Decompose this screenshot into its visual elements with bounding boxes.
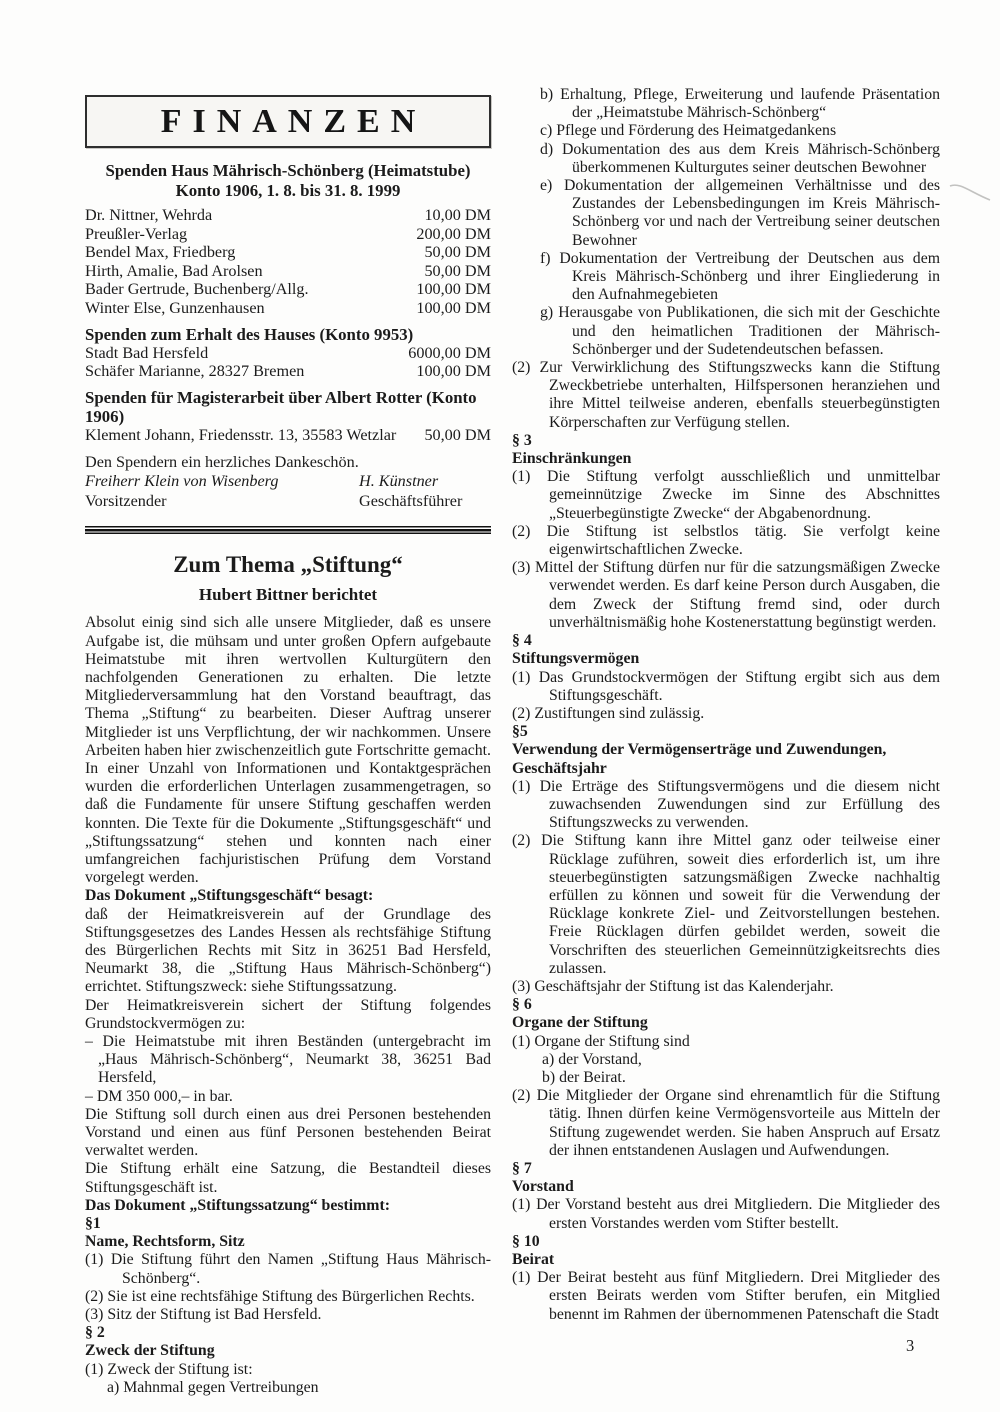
donation-row [85, 280, 491, 299]
article-text-block: (3) Geschäftsjahr der Stiftung ist das Kalenderjahr. [512, 977, 834, 995]
signature-name-manager: H. Künstner [359, 472, 439, 491]
donor-name: Stadt Bad Hersfeld [85, 343, 209, 362]
donation-amount: 100,00 DM [416, 280, 491, 299]
article-text-block: Vorstand [512, 1178, 574, 1196]
article-text-block: Beirat [512, 1251, 555, 1268]
right-column [512, 86, 940, 1324]
article-text-block: (2) Zur Verwirklichung des Stiftungszwecks kann die Stiftung Zweckbetriebe unterhalten, Hilfspersonen heranziehen und ihre Mittel teilweise anderen, ebenfalls steuerbegünstigten Körperschaften zur Verfügung stellen. [512, 359, 940, 431]
article-text-block: § 6 [512, 996, 532, 1014]
donor-name: Hirth, Amalie, Bad Arolsen [85, 261, 263, 280]
article-text-block: (2) Sie ist eine rechtsfähige Stiftung des Bürgerlichen Rechts. [85, 1287, 475, 1305]
article-text-block: daß der Heimatkreisverein auf der Grundlage des Stiftungsgesetzes des Landes Hessen als rechtsfähige Stiftung des Bürgerlichen Rechts mit Sitz in 36251 Bad Hersfeld, Neumarkt 38, die „Stiftung Haus Mährisch-Schönberg“) errichtet. Stiftungszweck: siehe Stiftungssatzung. [85, 905, 491, 996]
article-text-block: a) der Vorstand, [542, 1050, 642, 1068]
donation-amount: 6000,00 DM [408, 343, 491, 362]
signature-name-chairman: Freiherr Klein von Wisenberg [85, 472, 279, 491]
article-text-block: § 7 [512, 1159, 532, 1177]
donor-name: Klement Johann, Friedensstr. 13, 35583 Wetzlar [85, 425, 397, 444]
donor-name: Dr. Nittner, Wehrda [85, 206, 213, 224]
donation-row [85, 426, 491, 445]
donation-row [85, 362, 491, 381]
donation-list-erhalt [85, 344, 491, 381]
article-text-block: Die Stiftung erhält eine Satzung, die Bestandteil dieses Stiftungsgeschäft ist. [85, 1160, 491, 1196]
article-text-block: (2) Die Stiftung ist selbstlos tätig. Sie verfolgt keine eigenwirtschaftlichen Zwecke. [512, 522, 940, 559]
donation-amount: 50,00 DM [424, 261, 491, 280]
left-column [85, 95, 491, 1397]
article-text-block: Das Dokument „Stiftungssatzung“ bestimmt: [85, 1196, 390, 1214]
article-title: Zum Thema „Stiftung“ [173, 552, 403, 578]
article-text-block: § 2 [85, 1324, 105, 1342]
article-text-block: §1 [85, 1215, 101, 1233]
article-text-block: b) der Beirat. [542, 1068, 626, 1086]
signature-names-row [85, 472, 491, 492]
article-body-left [85, 614, 491, 1397]
magister-section-title: Spenden für Magisterarbeit über Albert Rotter (Konto 1906) [85, 387, 477, 426]
article-text-block: b) Erhaltung, Pflege, Erweiterung und laufende Präsentation der „Heimatstube Mährisch-Schönberg“ [540, 86, 940, 122]
article-text-block: Die Stiftung soll durch einen aus drei Personen bestehenden Vorstand und einen aus fünf Personen bestehenden Beirat verwaltet werden. [85, 1105, 491, 1160]
donor-name: Bader Gertrude, Buchenberg/Allg. [85, 280, 309, 299]
finanzen-header-box [85, 95, 491, 148]
donation-section-title-line1: Spenden Haus Mährisch-Schönberg (Heimatstube) [105, 161, 471, 180]
article-text-block: (1) Der Beirat besteht aus fünf Mitgliedern. Drei Mitglieder des ersten Beirats werden vom Stifter berufen, ein Mitglied benennt im Rahmen der übernommenen Patenschaft die Stadt [512, 1269, 940, 1323]
article-text-block: § 4 [512, 632, 532, 650]
donation-row [85, 243, 491, 262]
article-text-block: (1) Das Grundstockvermögen der Stiftung ergibt sich aus dem Stiftungsgeschäft. [512, 668, 940, 704]
article-text-block: d) Dokumentation des aus dem Kreis Mährisch-Schönberg überkommenen Kulturgutes seiner deutschen Bewohner [540, 140, 940, 176]
article-text-block: (1) Die Stiftung verfolgt ausschließlich und unmittelbar gemeinnützige Zwecke im Sinne des Abschnittes „Steuerbegünstigte Zwecke“ der Abgabenordnung. [512, 468, 940, 522]
article-text-block: (1) Die Erträge des Stiftungsvermögens und die diesem nicht zuwachsenden Zuwendungen sind zur Erfüllung des Stiftungszwecks zu verwenden. [512, 777, 940, 832]
article-text-block: Zweck der Stiftung [85, 1342, 215, 1360]
article-text-block: (3) Mittel der Stiftung dürfen nur für die satzungsmäßigen Zwecke verwendet werden. Es darf keine Person durch Ausgaben, die dem Zweck der Stiftung fremd sind, oder durch unverhältnismäßig hohe Kostenerstattung begünstigt werden. [512, 559, 940, 631]
article-text-block: (1) Der Vorstand besteht aus drei Mitgliedern. Die Mitglieder des ersten Vorstandes werden vom Stifter bestellt. [512, 1196, 940, 1232]
article-text-block: Stiftungsvermögen [512, 650, 640, 668]
section-divider-rule [85, 526, 491, 534]
finanzen-title: FINANZEN [160, 102, 427, 140]
donation-section-title-line2: Konto 1906, 1. 8. bis 31. 8. 1999 [175, 180, 401, 200]
article-body-right [512, 86, 940, 1324]
article-text-block: – Die Heimatstube mit ihren Beständen (untergebracht im „Haus Mährisch-Schönberg“, Neumarkt 38, 36251 Bad Hersfeld, [85, 1033, 491, 1087]
article-text-block: (3) Sitz der Stiftung ist Bad Hersfeld. [85, 1306, 322, 1324]
signature-roles-row [85, 492, 491, 512]
article-text-block: a) Mahnmal gegen Vertreibungen [107, 1378, 319, 1396]
article-text-block: (2) Zustiftungen sind zulässig. [512, 704, 705, 722]
article-text-block: §5 [512, 723, 528, 741]
erhalt-section-title: Spenden zum Erhalt des Hauses (Konto 9953) [85, 324, 414, 344]
article-text-block: e) Dokumentation der allgemeinen Verhältnisse und des Zustandes der Lebensbedingungen im Kreis Mährisch-Schönberg vor und nach der Vertreibung seiner deutschen Bewohner [540, 177, 940, 249]
signature-role-manager: Geschäftsführer [359, 491, 463, 510]
donation-row [85, 299, 491, 318]
article-text-block: Das Dokument „Stiftungsgeschäft“ besagt: [85, 887, 374, 905]
article-text-block: Name, Rechtsform, Sitz [85, 1233, 245, 1251]
donation-row [85, 344, 491, 363]
donation-amount: 50,00 DM [424, 425, 491, 444]
article-text-block: – DM 350 000,– in bar. [85, 1087, 233, 1105]
article-text-block: f) Dokumentation der Vertreibung der Deutschen aus dem Kreis Mährisch-Schönberg und ihrer Eingliederung in den Aufnahmegebieten [540, 249, 940, 304]
thanks-line: Den Spendern ein herzliches Dankeschön. [85, 453, 359, 472]
donor-name: Schäfer Marianne, 28327 Bremen [85, 362, 305, 381]
article-text-block: g) Herausgabe von Publikationen, die sich mit der Geschichte und den heimatlichen Traditionen der Mährisch-Schönberger und der Sudetendeutschen befassen. [540, 304, 940, 358]
article-text-block: Der Heimatkreisverein sichert der Stiftung folgendes Grundstockvermögen zu: [85, 996, 491, 1032]
article-text-block: Verwendung der Vermögenserträge und Zuwendungen, Geschäftsjahr [512, 741, 887, 777]
article-subtitle: Hubert Bittner berichtet [198, 585, 378, 605]
donor-name: Preußler-Verlag [85, 224, 188, 243]
article-text-block: (2) Die Stiftung kann ihre Mittel ganz oder teilweise einer Rücklage zuführen, soweit dies erforderlich ist, um ihre steuerbegünstigten satzungsmäßigen Zwecke nachhaltig erfüllen zu können und soweit für die Verwendung der Rücklage konkrete Ziel- und Zeitvorstellungen bestehen. Freie Rücklagen dürfen gebildet werden, soweit die Vorschriften des steuerlichen Gemeinnützigkeitsrechts dies zulassen. [512, 832, 940, 977]
donation-row [85, 206, 491, 225]
article-text-block: (2) Die Mitglieder der Organe sind ehrenamtlich für die Stiftung tätig. Ihnen dürfen keine Vermögensvorteile aus Mitteln der Stiftung zugewendet werden. Sie haben Anspruch auf Ersatz der ihnen entstandenen Auslagen und Aufwendungen. [512, 1087, 940, 1159]
donation-row [85, 225, 491, 244]
article-text-block: Organe der Stiftung [512, 1014, 648, 1032]
article-text-block: Absolut einig sind sich alle unsere Mitglieder, daß es unsere Aufgabe ist, die mühsam und unter großen Opfern aufgebaute Heimatstube mit ihren wertvollen Kulturgütern den nachfolgenden Generationen zu erhalten. Die letzte Mitgliederversammlung hat den Vorstand beauftragt, das Thema „Stiftung“ zu bearbeiten. Dieser Auftrag unserer Mitglieder ist uns Verpflichtung, der wir nachkommen. Unsere Arbeiten haben hier zwischenzeitlich gute Fortschritte gemacht. In einer Unzahl von Informationen und Kontaktgesprächen wurden die erforderlichen Unterlagen zusammengetragen, so daß die Fundamente für unsere Stiftung geschaffen werden konnten. Die Texte für die Dokumente „Stiftungsgeschäft“ und „Stiftungssatzung“ stehen und konnten nach einer umfangreichen fachjuristischen Prüfung dem Vorstand vorgelegt werden. [85, 614, 491, 887]
donation-list-magister [85, 426, 491, 445]
donation-row [85, 262, 491, 281]
donation-amount: 10,00 DM [424, 206, 491, 224]
article-text-block: (1) Zweck der Stiftung ist: [85, 1360, 253, 1378]
donation-amount: 100,00 DM [416, 298, 491, 317]
donor-name: Bendel Max, Friedberg [85, 243, 236, 262]
article-text-block: § 3 [512, 431, 532, 449]
signature-role-chairman: Vorsitzender [85, 491, 167, 510]
donation-list-account [85, 206, 491, 318]
donation-amount: 100,00 DM [416, 362, 491, 381]
article-text-block: c) Pflege und Förderung des Heimatgedankens [540, 122, 837, 140]
article-text-block: § 10 [512, 1232, 540, 1250]
article-text-block: (1) Organe der Stiftung sind [512, 1032, 690, 1050]
donation-amount: 50,00 DM [424, 243, 491, 262]
page-number: 3 [906, 1336, 915, 1355]
article-text-block: (1) Die Stiftung führt den Namen „Stiftung Haus Mährisch-Schönberg“. [85, 1251, 491, 1287]
donor-name: Winter Else, Gunzenhausen [85, 298, 265, 317]
article-text-block: Einschränkungen [512, 450, 632, 468]
scan-smudge-mark [948, 180, 994, 206]
donation-amount: 200,00 DM [416, 224, 491, 243]
